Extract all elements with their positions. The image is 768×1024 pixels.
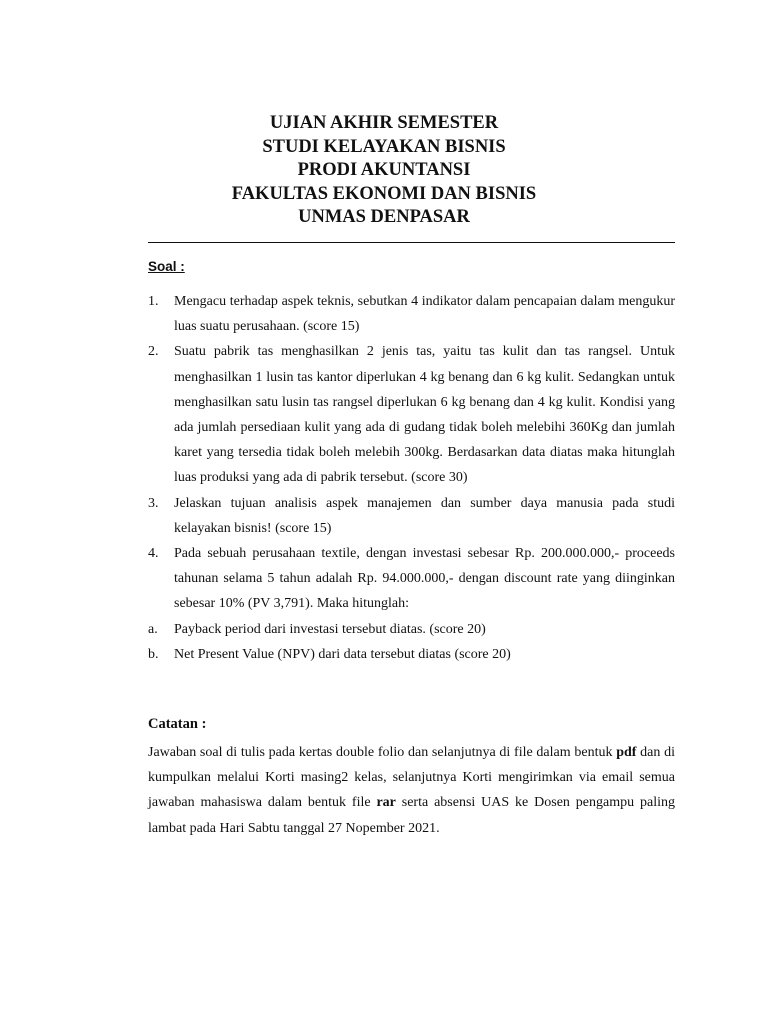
question-list [148,289,675,667]
header-faculty: FAKULTAS EKONOMI DAN BISNIS [231,183,537,204]
catatan-text: serta absensi UAS ke Dosen pengampu paling lambat pada Hari Sabtu tanggal 27 Nopember 2021. [148,795,675,836]
catatan-text: Jawaban soal di tulis pada kertas double folio dan selanjutnya di file dalam bentuk [148,745,617,760]
question-item [148,289,675,339]
sub-question-item [148,642,675,667]
question-text: Pada sebuah perusahaan textile, dengan investasi sebesar Rp. 200.000.000,- proceeds tahunan selama 5 tahun adalah Rp. 94.000.000,- dengan discount rate yang diinginkan sebesar 10% (PV 3,791). Maka hitunglah: [174,546,675,612]
question-text: Suatu pabrik tas menghasilkan 2 jenis tas, yaitu tas kulit dan tas rangsel. Untuk menghasilkan 1 lusin tas kantor diperlukan 4 kg benang dan 6 kg kulit. Sedangkan untuk menghasilkan satu lusin tas rangsel diperlukan 6 kg benang dan 4 kg kulit. Kondisi yang ada jumlah persediaan kulit yang ada di gudang tidak boleh melebihi 360Kg dan jumlah karet yang tersedia tidak boleh melebih 300kg. Berdasarkan data diatas maka hitunglah luas produksi yang ada di pabrik tersebut. (score 30) [174,344,675,486]
catatan-title: Catatan : [148,716,207,732]
catatan-text: dan di kumpulkan melalui Korti masing2 kelas, selanjutnya Korti mengirimkan via email semua jawaban mahasiswa dalam bentuk file [148,745,675,811]
question-item [148,491,675,541]
header-title: UJIAN AKHIR SEMESTER [269,113,499,133]
question-number: 2. [148,344,159,360]
sub-question-text: Payback period dari investasi tersebut diatas. (score 20) [174,621,486,637]
header-university: UNMAS DENPASAR [298,207,470,227]
question-text: Jelaskan tujuan analisis aspek manajemen dan sumber daya manusia pada studi kelayakan bisnis! (score 15) [174,495,675,536]
catatan-bold-pdf: pdf [616,745,637,760]
question-item [148,339,675,490]
catatan-body [148,740,675,841]
catatan-bold-rar: rar [376,795,396,811]
sub-question-letter: a. [148,621,158,637]
sub-question-text: Net Present Value (NPV) dari data tersebut diatas (score 20) [174,646,511,662]
question-number: 1. [148,294,159,309]
header-course: STUDI KELAYAKAN BISNIS [262,136,506,157]
sub-question-letter: b. [148,646,159,662]
document-header [0,112,768,230]
question-text: Mengacu terhadap aspek teknis, sebutkan 4 indikator dalam pencapaian dalam mengukur luas suatu perusahaan. (score 15) [174,294,675,335]
question-item [148,541,675,617]
question-number: 4. [148,546,159,562]
sub-question-item [148,617,675,642]
soal-label: Soal : [148,259,185,274]
question-number: 3. [148,495,159,511]
header-program: PRODI AKUNTANSI [297,160,471,180]
header-divider [148,242,675,243]
